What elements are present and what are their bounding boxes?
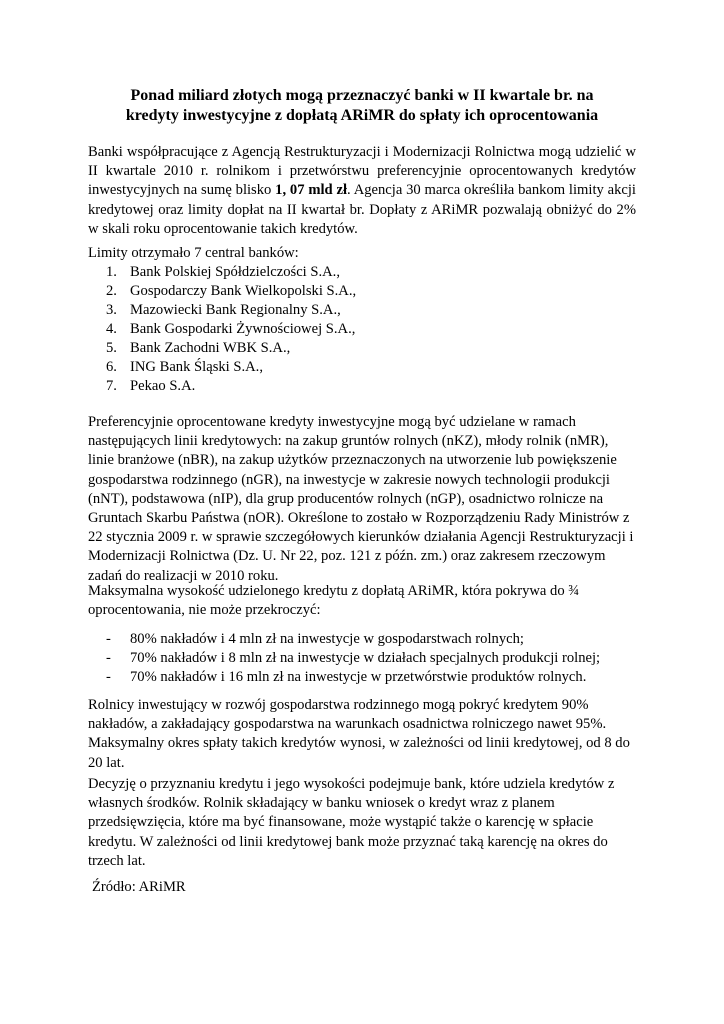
intro-amount: 1, 07 mld zł [275,182,348,199]
list-item-number: 1. [106,264,117,280]
banks-heading: Limity otrzymało 7 central banków: [88,245,299,261]
list-item-text: ING Bank Śląski S.A., [130,359,263,375]
list-item [88,320,588,339]
source-note: Źródło: ARiMR [92,879,186,895]
limits-list [88,630,636,687]
document-title [88,86,636,126]
list-item-text: Gospodarczy Bank Wielkopolski S.A., [130,283,357,299]
list-item [88,301,588,320]
list-item-text: Mazowiecki Bank Regionalny S.A., [130,302,341,318]
list-item [88,263,588,282]
list-item [88,377,588,396]
list-item [88,630,636,649]
list-item [88,668,636,687]
list-item-number: 5. [106,340,117,356]
list-item-text: Bank Gospodarki Żywnościowej S.A., [130,321,356,337]
list-item [88,339,588,358]
list-item-dash: - [106,669,111,685]
title-line-1: Ponad miliard złotych mogą przeznaczyć banki w II kwartale br. na [130,87,594,104]
list-item-number: 3. [106,302,117,318]
list-item [88,282,588,301]
list-item-text: Bank Zachodni WBK S.A., [130,340,291,356]
list-item-number: 7. [106,378,117,394]
list-item-number: 6. [106,359,117,375]
credit-lines-paragraph: Preferencyjnie oprocentowane kredyty inwestycyjne mogą być udzielane w ramach następujących linii kredytowych: na zakup gruntów rolnych (nKZ), młody rolnik (nMR), linie branżowe (nBR), na zakup użytków przeznaczonych na utworzenie lub powiększenie gospodarstwa rodzinnego (nGR), na inwestycje w zakresie nowych technologii produkcji (nNT), podstawowa (nIP), dla grup producentów rolnych (nGP), osadnictwo rolnicze na Gruntach Skarbu Państwa (nOR). Określone to zostało w Rozporządzeniu Rady Ministrów z 22 stycznia 2009 r. w sprawie szczegółowych kierunków działania Agencji Restrukturyzacji i Modernizacji Rolnictwa (Dz. U. Nr 22, poz. 121 z późn. zm.) oraz zakresem rzeczowym zadań do realizacji w 2010 roku. [88,414,634,584]
list-item-dash: - [106,631,111,647]
title-line-2: kredyty inwestycyjne z dopłatą ARiMR do spłaty ich oprocentowania [125,107,599,124]
list-item-text: 70% nakładów i 16 mln zł na inwestycje w przetwórstwie produktów rolnych. [130,669,587,685]
list-item-number: 2. [106,283,117,299]
list-item [88,358,588,377]
decision-paragraph: Decyzję o przyznaniu kredytu i jego wysokości podejmuje bank, które udziela kredytów z własnych środków. Rolnik składający w banku wniosek o kredyt wraz z planem przedsięwzięcia, które ma być finansowane, może wystąpić także o karencję w spłacie kredytu. W zależności od linii kredytowej bank może przyznać taką karencję na okres do trzech lat. [88,776,615,869]
list-item-dash: - [106,650,111,666]
farmers-paragraph: Rolnicy inwestujący w rozwój gospodarstwa rodzinnego mogą pokryć kredytem 90% nakładów, a zakładający gospodarstwa na warunkach osadnictwa rolniczego nawet 95%. Maksymalny okres spłaty takich kredytów wynosi, w zależności od linii kredytowej, od 8 do 20 lat. [88,697,630,771]
intro-paragraph [88,143,636,239]
list-item-text: 70% nakładów i 8 mln zł na inwestycje w działach specjalnych produkcji rolnej; [130,650,601,666]
list-item-text: Pekao S.A. [130,378,196,394]
intro-text-end: . Agencja 30 marca określiła bankom limity akcji kredytowej oraz limity dopłat na II kwartał br. Dopłaty z ARiMR pozwalają obniżyć do 2% w skali roku oprocentowanie takich kredytów. [88,182,636,237]
list-item-text: Bank Polskiej Spółdzielczości S.A., [130,264,340,280]
list-item [88,649,636,668]
intro-text-start: Banki współpracujące z Agencją Restrukturyzacji i Modernizacji Rolnictwa mogą udzielić w II kwartale 2010 r. rolnikom i przetwórstwu preferencyjnie oprocentowanych kredytów inwestycyjnych na sumę blisko [88,144,636,199]
max-amount-paragraph: Maksymalna wysokość udzielonego kredytu z dopłatą ARiMR, która pokrywa do ¾ oprocentowania, nie może przekroczyć: [88,583,580,619]
list-item-text: 80% nakładów i 4 mln zł na inwestycje w gospodarstwach rolnych; [130,631,524,647]
list-item-number: 4. [106,321,117,337]
banks-list [88,263,588,396]
